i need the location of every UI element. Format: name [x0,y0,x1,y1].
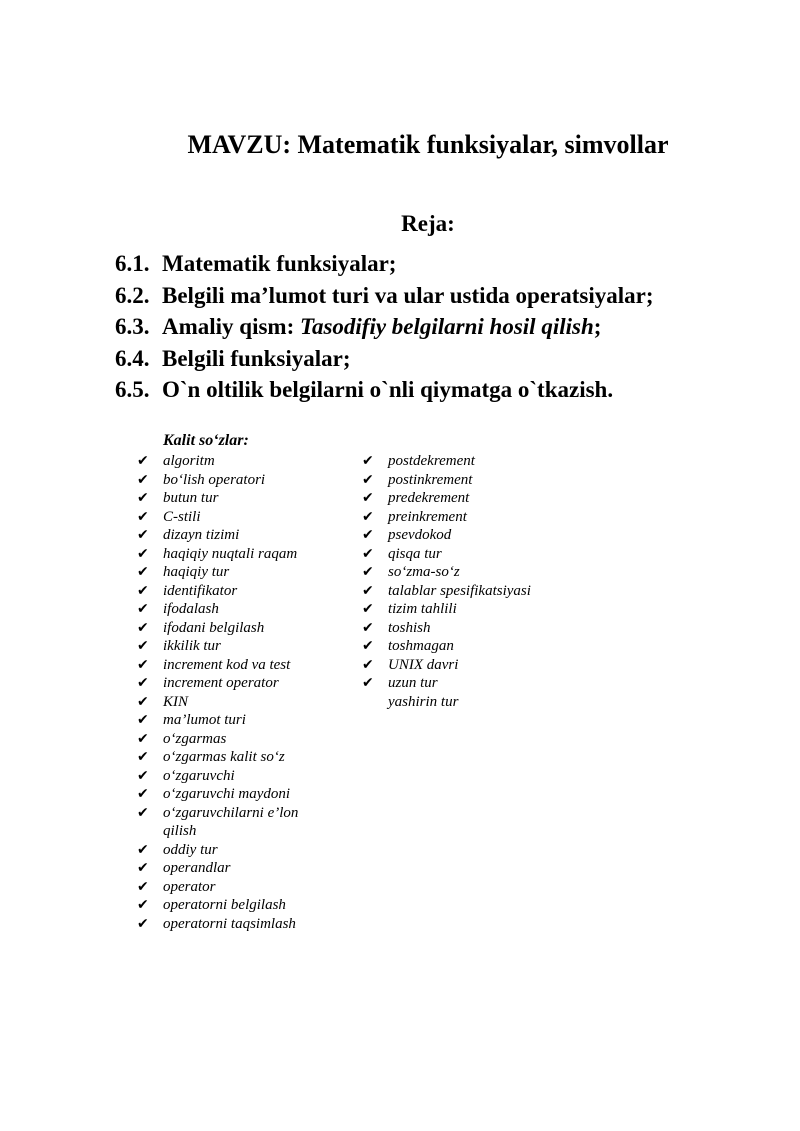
check-icon: ✔ [137,471,149,488]
page-title: MAVZU: Matematik funksiyalar, simvollar [187,130,669,159]
keyword-text: o‘zgaruvchi maydoni [163,786,291,802]
plan-item-text: Belgili funksiyalar; [162,345,351,371]
keyword-item [137,674,327,693]
check-icon: ✔ [137,915,149,932]
keyword-text: dizayn tizimi [163,527,240,543]
keyword-item [137,878,327,897]
plan-item [115,248,654,280]
check-icon: ✔ [362,601,374,617]
check-icon: ✔ [137,545,149,562]
keyword-text: haqiqiy tur [163,564,230,580]
plan-item-tail: ; [593,314,602,339]
check-icon: ✔ [362,582,374,599]
keyword-item [137,711,327,730]
keyword-item [362,656,552,675]
keyword-text: toshmagan [388,638,454,654]
check-icon: ✔ [362,471,374,488]
keyword-text: ifodalash [163,601,219,617]
plan-item-number: 6.5. [115,377,150,402]
keyword-text: postdekrement [388,453,475,469]
check-icon: ✔ [137,897,149,913]
check-icon: ✔ [362,564,374,580]
plan-list [115,248,654,406]
keyword-item [137,452,327,471]
check-icon: ✔ [362,638,374,654]
plan-item-text: Amaliy qism: [162,314,300,339]
keyword-item [137,730,327,749]
keyword-item [137,637,327,656]
keyword-text: operatorni belgilash [163,897,286,913]
plan-item [115,343,654,375]
keyword-item [137,896,327,915]
check-icon: ✔ [137,749,149,765]
plan-heading: Reja: [401,211,455,236]
keyword-text: tizim tahlili [388,601,457,617]
keyword-text: UNIX davri [388,656,459,673]
keyword-text: haqiqiy nuqtali raqam [163,545,298,562]
keyword-item [137,767,327,786]
keyword-item [137,841,327,860]
check-icon: ✔ [362,675,374,691]
keyword-item [362,563,552,582]
keyword-text: butun tur [163,490,219,506]
check-icon: ✔ [137,490,149,506]
check-icon: ✔ [137,582,149,599]
keyword-text: uzun tur [388,675,438,691]
keyword-text: operandlar [163,860,231,876]
keyword-item [362,471,552,490]
plan-item-number: 6.2. [115,282,150,308]
keyword-text: increment operator [163,675,279,691]
keyword-text: so‘zma-so‘z [388,564,460,580]
keyword-text: qisqa tur [388,545,442,562]
check-icon: ✔ [137,767,149,784]
keyword-item [137,489,327,508]
keyword-item [137,582,327,601]
keyword-text: algoritm [163,453,215,469]
check-icon: ✔ [137,878,149,895]
keyword-item [362,452,552,471]
keyword-item [137,563,327,582]
keyword-text: ikkilik tur [163,638,221,654]
check-icon: ✔ [362,656,374,673]
keyword-item [362,582,552,601]
keyword-item [137,859,327,878]
keyword-item [137,748,327,767]
keyword-text: operator [163,878,216,895]
check-icon: ✔ [137,527,149,543]
keyword-item [137,915,327,934]
plan-item-emphasis: Tasodifiy belgilarni hosil qilish [300,314,594,339]
check-icon: ✔ [362,490,374,506]
keyword-item [362,674,552,693]
plan-item-number: 6.3. [115,314,150,339]
check-icon: ✔ [137,619,149,636]
check-icon: ✔ [362,508,374,525]
check-icon: ✔ [362,545,374,562]
keyword-item [362,693,552,712]
keyword-item [362,619,552,638]
keyword-item [362,526,552,545]
keywords-list-right [362,452,552,711]
plan-item [115,311,654,343]
keyword-text: o‘zgarmas kalit so‘z [163,749,285,765]
plan-item-text: Matematik funksiyalar; [162,251,397,276]
keyword-item [137,526,327,545]
check-icon: ✔ [137,656,149,673]
check-icon: ✔ [362,527,374,543]
keyword-text: operatorni taqsimlash [163,915,296,932]
keyword-item [362,637,552,656]
keyword-text: predekrement [388,490,470,506]
check-icon: ✔ [137,730,149,747]
keyword-item [137,545,327,564]
keyword-text: yashirin tur [388,693,459,710]
keyword-text: KIN [163,693,189,710]
keyword-text: toshish [388,619,431,636]
check-icon: ✔ [137,508,149,525]
check-icon: ✔ [362,619,374,636]
check-icon: ✔ [137,693,149,710]
check-icon: ✔ [137,675,149,691]
plan-item-number: 6.4. [115,345,150,371]
keyword-text: C-stili [163,508,201,525]
keyword-item [137,785,327,804]
keyword-item [362,545,552,564]
keyword-item [137,471,327,490]
check-icon: ✔ [137,841,149,858]
check-icon: ✔ [137,601,149,617]
keyword-text: o‘zgaruvchilarni e’lon qilish [163,804,299,839]
keyword-item [137,600,327,619]
keyword-item [137,508,327,527]
check-icon: ✔ [137,786,149,802]
keywords-heading: Kalit so‘zlar: [163,432,249,449]
check-icon: ✔ [362,453,374,469]
keyword-text: increment kod va test [163,656,291,673]
keyword-text: oddiy tur [163,841,218,858]
check-icon: ✔ [137,453,149,469]
keyword-item [137,619,327,638]
keyword-text: identifikator [163,582,238,599]
keyword-text: preinkrement [388,508,467,525]
keywords-list-left [137,452,327,933]
plan-item-number: 6.1. [115,251,150,276]
keyword-text: o‘zgarmas [163,730,227,747]
check-icon: ✔ [137,804,149,821]
plan-item [115,280,654,312]
keyword-text: o‘zgaruvchi [163,767,235,784]
keyword-text: psevdokod [388,527,452,543]
check-icon: ✔ [137,638,149,654]
keyword-item [362,600,552,619]
keyword-text: ma’lumot turi [163,712,246,728]
keyword-item [137,804,327,841]
plan-item [115,374,654,406]
keyword-item [362,508,552,527]
keyword-text: postinkrement [388,471,473,488]
plan-item-text: Belgili ma’lumot turi va ular ustida operatsiyalar; [162,282,654,308]
keyword-item [362,489,552,508]
keyword-item [137,656,327,675]
keyword-text: ifodani belgilash [163,619,265,636]
keyword-text: talablar spesifikatsiyasi [388,582,531,599]
check-icon: ✔ [137,860,149,876]
plan-item-text: O`n oltilik belgilarni o`nli qiymatga o`tkazish. [162,377,614,402]
check-icon: ✔ [137,564,149,580]
keyword-item [137,693,327,712]
check-icon: ✔ [137,712,149,728]
keyword-text: bo‘lish operatori [163,471,266,488]
